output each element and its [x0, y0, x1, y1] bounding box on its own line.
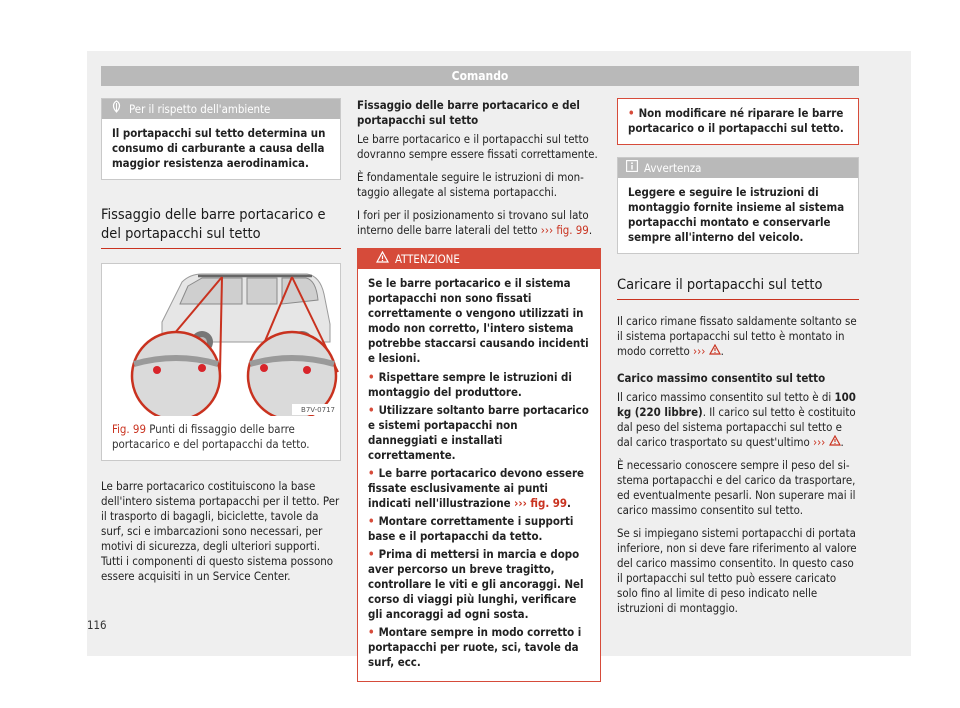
warning-intro: Se le barre portacarico e il sistema portapacchi non sono fissati correttamente o vengono utilizzati in modo non corretto, l'intero sistema potrebbe staccarsi causando incidenti e lesioni. [368, 276, 589, 365]
warning-continued-body: • Non modificare né riparare le barre portacarico o il portapacchi sul tetto. [628, 106, 844, 135]
warning-title: ATTENZIONE [395, 252, 460, 266]
warning-item-text: Le barre portacarico devono essere fissate esclusivamente ai punti indicati nell'illustrazione [368, 466, 584, 510]
figure-code: B7V-0717 [301, 406, 335, 414]
environment-note-title: Per il rispetto dell'ambiente [129, 102, 271, 116]
page-number: 116 [87, 618, 107, 632]
section-title-fissaggio: Fissaggio delle barre portacarico e del portapacchi sul tetto [101, 206, 341, 249]
fig-99-link[interactable]: ››› fig. 99 [540, 223, 589, 237]
column-3 [617, 98, 859, 624]
warning-body [358, 269, 600, 681]
paragraph-2: È fondamentale seguire le istruzioni di montaggio allegate al sistema portapacchi. [357, 170, 584, 199]
warning-link[interactable]: ››› [693, 344, 706, 358]
load-paragraph-1-text: Il carico rimane fissato saldamente soltanto se il sistema portapacchi sul tetto è montato in modo corretto [617, 314, 857, 358]
warning-item-end: . [567, 496, 571, 510]
subheading-carico-massimo: Carico massimo consentito sul tetto [617, 371, 826, 385]
load-paragraph-2-text: Il carico massimo consentito sul tetto è di [617, 390, 835, 404]
load-paragraph-3: È necessario conoscere sempre il peso del sistema portapacchi e del carico da trasportare, ed eventualmente pesarli. Non superare mai il carico massimo consentito sul tetto. [617, 458, 856, 517]
environment-note-text: Il portapacchi sul tetto determina un consumo di carburante a causa della maggior resistenza aerodinamica. [112, 126, 326, 170]
page-sheet [87, 51, 911, 669]
warning-triangle-icon [376, 249, 389, 269]
warning-item: • Montare correttamente i supporti base e il portapacchi da tetto. [368, 514, 574, 543]
advice-box [617, 157, 859, 254]
column-2 [357, 98, 601, 682]
warning-triangle-icon [709, 344, 721, 358]
load-paragraph-1 [617, 314, 859, 359]
intro-paragraph: Le barre portacarico costituiscono la base dell'intero sistema portapacchi per il tetto. Per il trasporto di bagagli, biciclette, tavole da surf, sci e imbarcazioni sono necessari, per motivi di sicurezza, degli ulteriori supporti. Tutti i componenti di questo sistema possono essere acquisiti in un Service Center. [101, 479, 340, 583]
figure-99 [101, 263, 341, 461]
warning-list [368, 370, 590, 670]
fig-99-link[interactable]: ››› fig. 99 [514, 496, 568, 510]
paragraph-3-end: . [588, 223, 593, 237]
section-title-caricare: Caricare il portapacchi sul tetto [617, 276, 859, 300]
paragraph-1: Le barre portacarico e il portapacchi sul tetto dovranno sempre essere fissati correttamente. [357, 132, 598, 161]
page-header: Comando [101, 66, 859, 86]
warning-triangle-icon [829, 435, 841, 449]
advice-header [618, 158, 858, 178]
paragraph-3 [357, 208, 601, 238]
figure-caption [102, 416, 340, 460]
load-paragraph-2-text-cont: . Il carico sul tetto è costituito dal peso del sistema portapacchi sul tetto e dal carico trasportato su quest'ultimo [617, 405, 856, 449]
load-paragraph-2-end: . [840, 435, 844, 449]
load-paragraph-4: Se si impiegano sistemi portapacchi di portata inferiore, non si deve fare riferimento al valore del carico massimo consentito. In questo caso il portapacchi sul tetto può essere caricato solo fino al limite di peso indicato nelle istruzioni di montaggio. [617, 526, 857, 615]
warning-item: • Le barre portacarico devono essere fissate esclusivamente ai punti indicati nell'illustrazione ››› fig. 99. [368, 466, 584, 510]
load-paragraph-2 [617, 390, 859, 450]
leaf-icon [110, 99, 123, 119]
car-roof-illustration [102, 264, 340, 416]
advice-text: Leggere e seguire le istruzioni di montaggio fornite insieme al sistema portapacchi montato e conservarle sempre all'interno del veicolo. [628, 185, 845, 244]
warning-header [358, 249, 600, 269]
warning-item: • Rispettare sempre le istruzioni di montaggio del produttore. [368, 370, 572, 399]
warning-item-text: Utilizzare soltanto barre portacarico e sistemi portapacchi non danneggiati e installati correttamente. [368, 403, 589, 462]
warning-item-text: Non modificare né riparare le barre portacarico o il portapacchi sul tetto. [628, 106, 844, 135]
warning-link[interactable]: ››› [812, 435, 826, 449]
info-icon [626, 158, 638, 178]
environment-note-box [101, 98, 341, 180]
warning-item-text: Prima di mettersi in marcia e dopo aver percorso un breve tragitto, controllare le viti e gli ancoraggi. Nel corso di viaggi più lunghi, verificare gli ancoraggi ad ogni sosta. [368, 547, 584, 621]
warning-box-continued [617, 98, 859, 145]
warning-item: • Prima di mettersi in marcia e dopo aver percorso un breve tragitto, controllare le viti e gli ancoraggi. Nel corso di viaggi più lunghi, verificare gli ancoraggi ad ogni sosta. [368, 547, 584, 621]
column-1 [101, 98, 341, 592]
warning-box [357, 248, 601, 682]
max-load-value: 100 kg (220 libbre) [617, 390, 856, 419]
warning-item: • Montare sempre in modo corretto i portapacchi per ruote, sci, tavole da surf, ecc. [368, 625, 582, 669]
warning-item-text: Montare sempre in modo corretto i portapacchi per ruote, sci, tavole da surf, ecc. [368, 625, 582, 669]
subheading-fissaggio: Fissaggio delle barre portacarico e del portapacchi sul tetto [357, 98, 580, 127]
advice-title: Avvertenza [644, 161, 702, 175]
environment-note-header [102, 99, 340, 119]
warning-item-text: Montare correttamente i supporti base e il portapacchi da tetto. [368, 514, 574, 543]
figure-number: Fig. 99 [112, 422, 146, 436]
warning-item: • Utilizzare soltanto barre portacarico e sistemi portapacchi non danneggiati e installati correttamente. [368, 403, 589, 462]
figure-caption-text: Punti di fissaggio delle barre portacarico e del portapacchi da tetto. [112, 422, 310, 451]
paragraph-3-text: I fori per il posizionamento si trovano sul lato interno delle barre laterali del tetto [357, 208, 589, 237]
load-paragraph-1-end: . [720, 344, 724, 358]
warning-item-text: Rispettare sempre le istruzioni di montaggio del produttore. [368, 370, 572, 399]
